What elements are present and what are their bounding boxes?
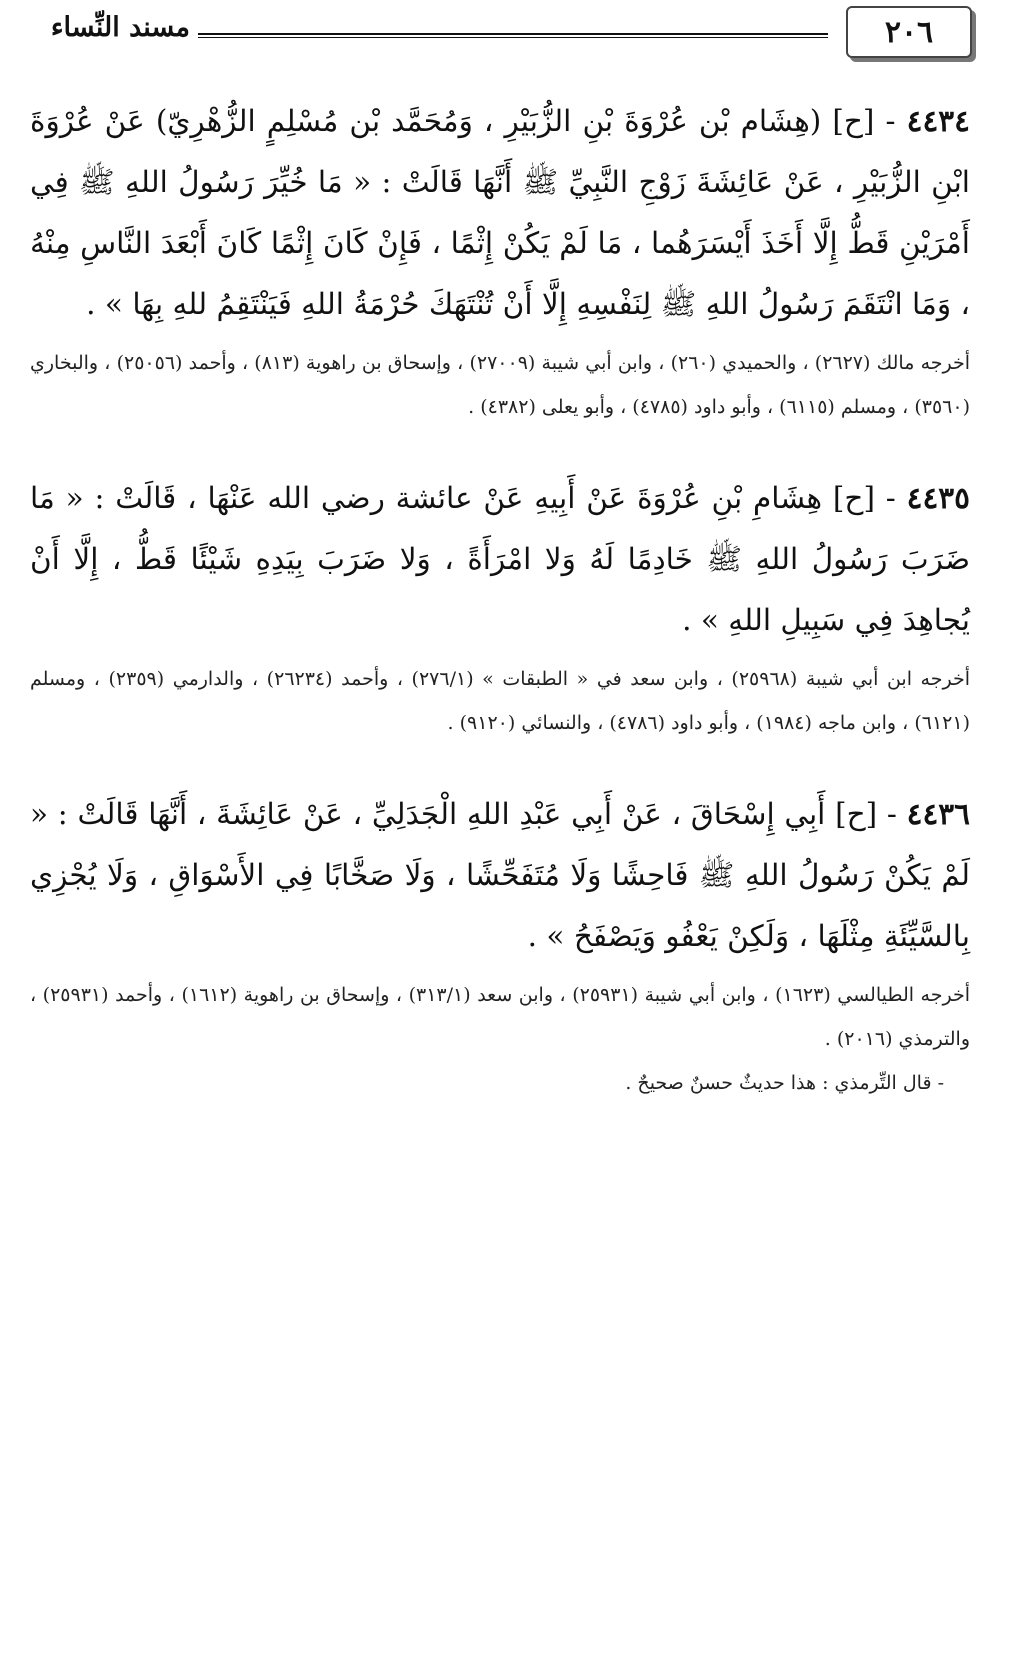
hadith-body: - [ح] أَبِي إِسْحَاقَ ، عَنْ أَبِي عَبْدِ اللهِ الْجَدَلِيِّ ، عَنْ عَائِشَةَ ، أَنَّهَا قَالَتْ : « لَمْ يَكُنْ رَسُولُ اللهِ ﷺ فَاحِشًا وَلَا مُتَفَحِّشًا ، وَلَا صَخَّابًا فِي الأَسْوَاقِ ، وَلَا يُجْزِي بِالسَّيِّئَةِ مِثْلَهَا ، وَلَكِنْ يَعْفُو وَيَصْفَحُ » . (30, 797, 970, 953)
hadith-number: ٤٤٣٤ (906, 103, 970, 138)
takhrij-text: أخرجه ابن أبي شيبة (٢٥٩٦٨) ، وابن سعد في « الطبقات » (٢٧٦/١) ، وأحمد (٢٦٢٣٤) ، والدارمي (٢٣٥٩) ، ومسلم (٦١٢١) ، وابن ماجه (١٩٨٤) ، وأبو داود (٤٧٨٦) ، والنسائي (٩١٢٠) . (30, 668, 970, 734)
page-number: ٢٠٦ (884, 14, 934, 50)
hadith-4436 (30, 783, 970, 1105)
page-number-box (846, 6, 972, 58)
takhrij-text: أخرجه الطيالسي (١٦٢٣) ، وابن أبي شيبة (٢٥٩٣١) ، وابن سعد (٣١٣/١) ، وإسحاق بن راهوية (١٦١٢) ، وأحمد (٢٥٩٣١) ، والترمذي (٢٠١٦) . (30, 984, 970, 1050)
hadith-body: - [ح] هِشَامِ بْنِ عُرْوَةَ عَنْ أَبِيهِ عَنْ عائشة رضي الله عَنْهَا ، قَالَتْ : « مَا ضَرَبَ رَسُولُ اللهِ ﷺ خَادِمًا لَهُ وَلا امْرَأَةً ، وَلا ضَرَبَ بِيَدِهِ شَيْئًا قَطُّ ، إِلَّا أَنْ يُجاهِدَ فِي سَبِيلِ اللهِ » . (30, 481, 970, 637)
hadith-number: ٤٤٣٦ (906, 796, 970, 831)
tirmidhi-note: - قال التِّرمذي : هذا حديثٌ حسنٌ صحيحٌ . (625, 1072, 944, 1094)
hadith-4434 (30, 90, 970, 429)
header-rule (198, 33, 828, 38)
hadith-text (30, 783, 970, 967)
page-header (0, 0, 1010, 70)
page-content (30, 80, 970, 1105)
hadith-number: ٤٤٣٥ (906, 480, 970, 515)
takhrij-text: أخرجه مالك (٢٦٢٧) ، والحميدي (٢٦٠) ، وابن أبي شيبة (٢٧٠٠٩) ، وإسحاق بن راهوية (٨١٣) ، وأحمد (٢٥٠٥٦) ، والبخاري (٣٥٦٠) ، ومسلم (٦١١٥) ، وأبو داود (٤٧٨٥) ، وأبو يعلى (٤٣٨٢) . (30, 352, 971, 418)
hadith-4435 (30, 467, 970, 745)
hadith-text (30, 467, 970, 651)
running-title: مسند النِّساء (50, 12, 190, 43)
hadith-body: - [ح] (هِشَام بْن عُرْوَةَ بْنِ الزُّبَيْرِ ، وَمُحَمَّد بْن مُسْلِمٍ الزُّهْرِيّ) عَنْ عُرْوَةَ ابْنِ الزُّبَيْرِ ، عَنْ عَائِشَةَ زَوْجِ النَّبِيِّ ﷺ أَنَّهَا قَالَتْ : « مَا خُيِّرَ رَسُولُ اللهِ ﷺ فِي أَمْرَيْنِ قَطُّ إِلَّا أَخَذَ أَيْسَرَهُما ، مَا لَمْ يَكُنْ إِثْمًا ، فَإِنْ كَانَ إِثْمًا كَانَ أَبْعَدَ النَّاسِ مِنْهُ ، وَمَا انْتَقَمَ رَسُولُ اللهِ ﷺ لِنَفْسِهِ إِلَّا أَنْ تُنْتَهَكَ حُرْمَةُ اللهِ فَيَنْتَقِمُ للهِ بِهَا » . (30, 104, 970, 321)
hadith-text (30, 90, 970, 335)
